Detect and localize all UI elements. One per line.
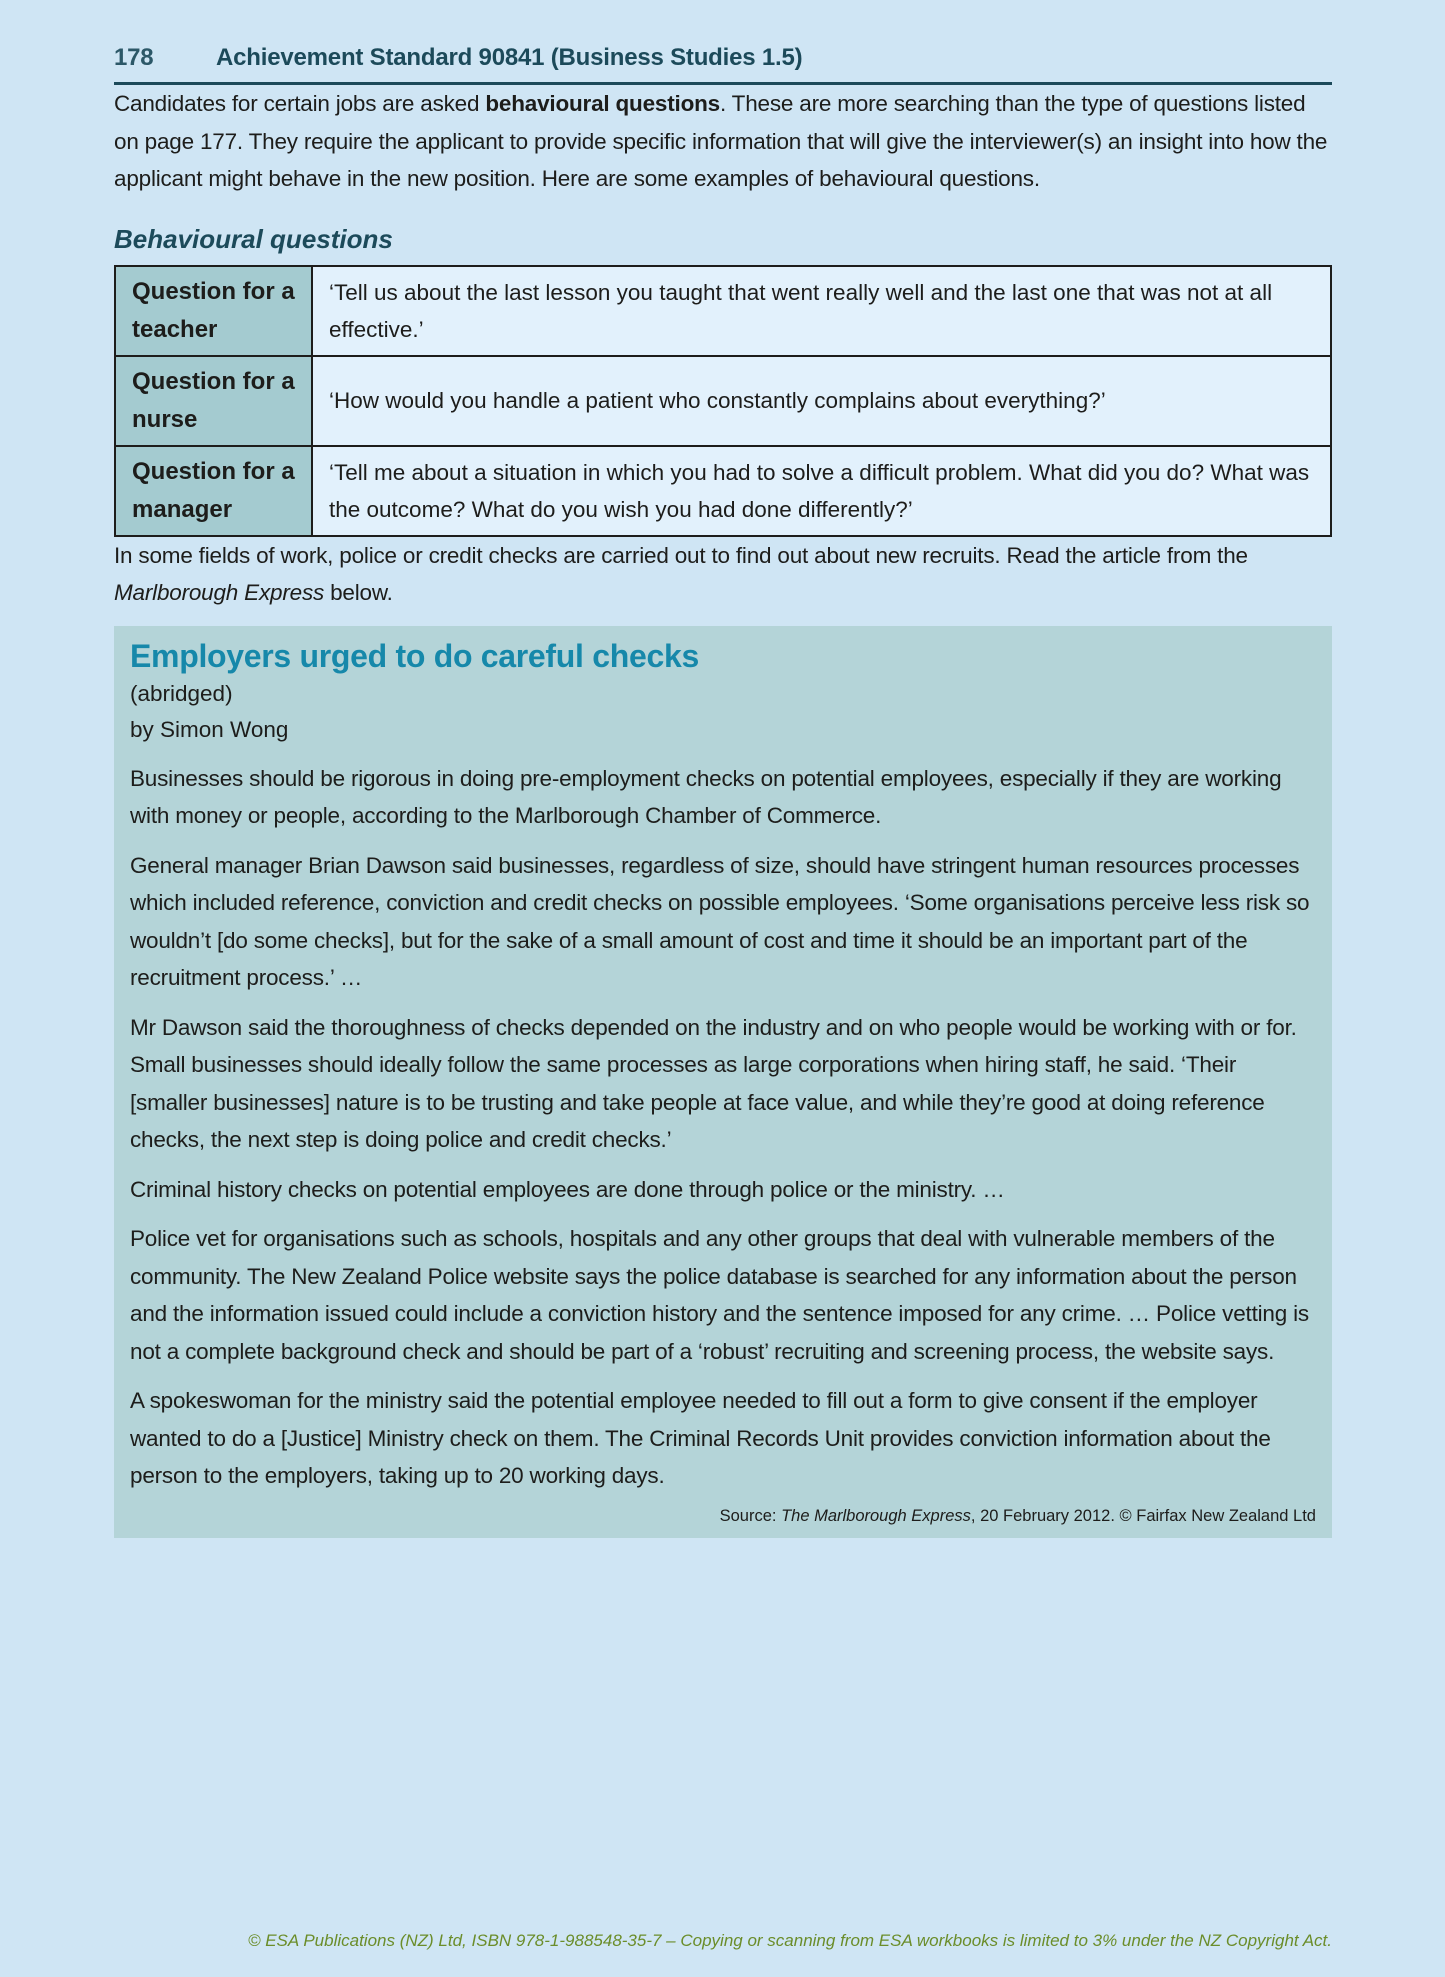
paragraph-text: below. — [324, 580, 393, 605]
article-paragraph: Criminal history checks on potential employees are done through police or the ministry. … — [130, 1176, 1005, 1202]
row-label: Question for a manager — [115, 446, 312, 536]
table-row — [115, 266, 1331, 356]
page — [114, 0, 1332, 1538]
page-number: 178 — [114, 44, 154, 71]
behavioural-questions-table — [114, 265, 1332, 537]
section-title: Behavioural questions — [114, 223, 393, 254]
intro-bold-term: behavioural questions — [485, 91, 720, 116]
article-paragraph: General manager Brian Dawson said businesses, regardless of size, should have stringent human resources processes which included reference, conviction and credit checks on possible employees. ‘Some organisations perceive less risk so wouldn’t [do some checks], but for the sake of a small amount of cost and time it should be an important part of the recruitment process.’ … — [130, 852, 1310, 990]
row-question: ‘How would you handle a patient who constantly complains about everything?’ — [312, 356, 1331, 446]
intro-text: Candidates for certain jobs are asked — [114, 91, 486, 116]
publication-name: Marlborough Express — [114, 580, 325, 605]
table-row — [115, 446, 1331, 536]
row-question: ‘Tell me about a situation in which you had to solve a difficult problem. What did you do? What was the outcome? What do you wish you had done differently?’ — [312, 446, 1331, 536]
article-byline: by Simon Wong — [130, 716, 289, 742]
article-paragraph: Businesses should be rigorous in doing pre-employment checks on potential employees, especially if they are working with money or people, according to the Marlborough Chamber of Commerce. — [130, 765, 1282, 828]
article-intro-paragraph — [114, 537, 1332, 612]
row-question: ‘Tell us about the last lesson you taught that went really well and the last one that was not at all effective.’ — [312, 266, 1331, 356]
paragraph-text: In some fields of work, police or credit checks are carried out to find out about new recruits. Read the article from the — [114, 542, 1248, 568]
article-headline: Employers urged to do careful checks — [130, 637, 699, 674]
row-label: Question for a nurse — [115, 356, 312, 446]
intro-text: . These are more searching than the type of questions listed on page 177. They require the applicant to provide specific information that will give the interviewer(s) an insight into how the applicant might behave in the new position. Here are some examples of behavioural questions. — [114, 91, 1328, 191]
copyright-footer: © ESA Publications (NZ) Ltd, ISBN 978-1-988548-35-7 – Copying or scanning from ESA workbooks is limited to 3% under the NZ Copyright Act. — [247, 1931, 1332, 1950]
article-paragraph: Police vet for organisations such as schools, hospitals and any other groups that deal with vulnerable members of the community. The New Zealand Police website says the police database is searched for any information about the person and the information issued could include a conviction history and the sentence imposed for any crime. … Police vetting is not a complete background check and should be part of a ‘robust’ recruiting and screening process, the website says. — [130, 1226, 1309, 1364]
article-paragraph: Mr Dawson said the thoroughness of checks depended on the industry and on who people would be working with or for. Small businesses should ideally follow the same processes as large corporations when hiring staff, he said. ‘Their [smaller businesses] nature is to be trusting and take people at face value, and while they’re good at doing reference checks, the next step is doing police and credit checks.’ — [130, 1014, 1297, 1152]
article-note: (abridged) — [130, 680, 233, 706]
intro-paragraph — [114, 85, 1332, 198]
source-publication: The Marlborough Express — [781, 1506, 971, 1525]
article-box — [114, 626, 1332, 1538]
header-title: Achievement Standard 90841 (Business Studies 1.5) — [216, 44, 803, 71]
article-source — [130, 1507, 1316, 1526]
source-details: , 20 February 2012. © Fairfax New Zealand Ltd — [970, 1506, 1316, 1525]
source-label: Source: — [719, 1506, 782, 1525]
table-row — [115, 356, 1331, 446]
running-header — [114, 34, 1332, 85]
row-label: Question for a teacher — [115, 266, 312, 356]
article-paragraph: A spokeswoman for the ministry said the potential employee needed to fill out a form to give consent if the employer wanted to do a [Justice] Ministry check on them. The Criminal Records Unit provides conviction information about the person to the employers, taking up to 20 working days. — [130, 1388, 1271, 1488]
